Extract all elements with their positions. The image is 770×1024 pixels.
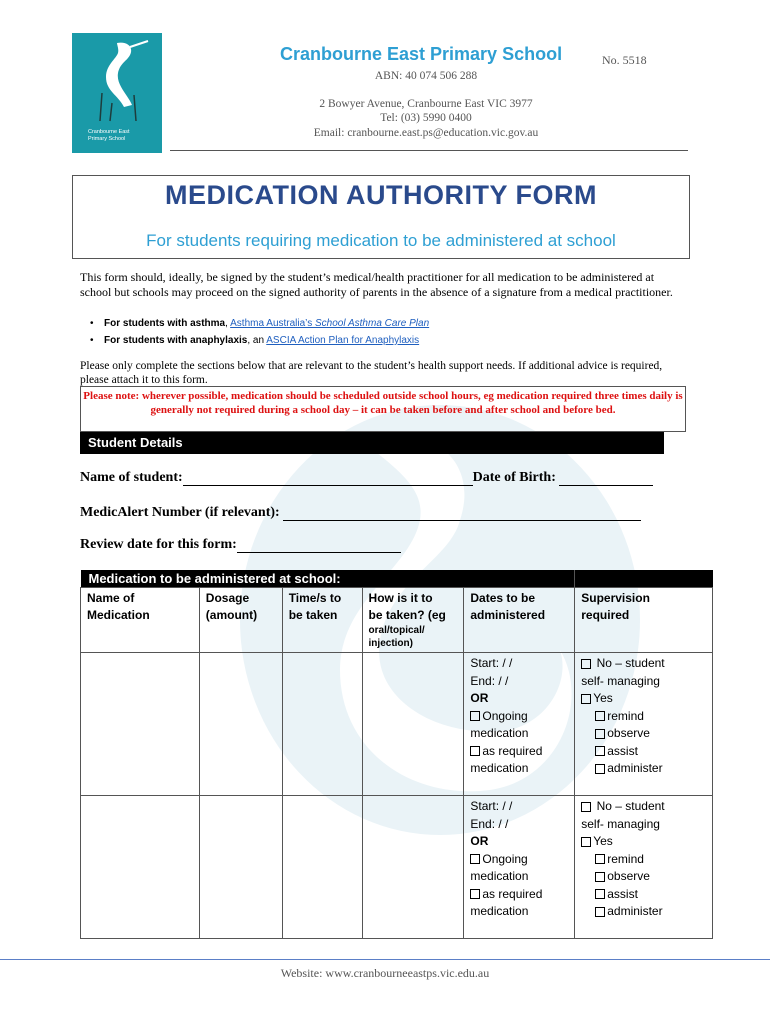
note-box: Please note: wherever possible, medication should be scheduled outside school hours, eg medication required three times daily is generally not required during a school day – it can be taken before and after school and before bed. bbox=[80, 386, 686, 432]
medication-name-cell[interactable] bbox=[81, 653, 200, 796]
dosage-cell[interactable] bbox=[199, 653, 282, 796]
logo-text-line1: Cranbourne East bbox=[88, 129, 130, 135]
observe-checkbox[interactable]: observe bbox=[581, 725, 706, 743]
ongoing-checkbox[interactable]: Ongoing bbox=[470, 708, 568, 726]
intro-paragraph: This form should, ideally, be signed by the student’s medical/health practitioner for all medication to be administered at school but schools may proceed on the signed authority of parents in the absence of a signature from a medical practitioner. bbox=[80, 270, 673, 299]
as-required-checkbox[interactable]: as required bbox=[470, 886, 568, 904]
medicalert-row bbox=[80, 505, 641, 521]
dob-field[interactable] bbox=[559, 471, 653, 486]
col-dates: Dates to be administered bbox=[464, 588, 575, 653]
no-self-managing-checkbox[interactable]: No – student bbox=[581, 655, 706, 673]
website-footer[interactable]: Website: www.cranbourneeastps.vic.edu.au bbox=[280, 966, 490, 980]
as-required-checkbox[interactable]: as required bbox=[470, 743, 568, 761]
no-self-managing-checkbox[interactable]: No – student bbox=[581, 798, 706, 816]
as-required-label: medication bbox=[470, 904, 529, 918]
col-name-of-medication: Name of Medication bbox=[81, 588, 200, 653]
review-date-field[interactable] bbox=[237, 538, 401, 553]
address: 2 Bowyer Avenue, Cranbourne East VIC 3977 bbox=[319, 98, 533, 110]
medicalert-field[interactable] bbox=[283, 506, 641, 521]
observe-checkbox[interactable]: observe bbox=[581, 868, 706, 886]
assist-checkbox[interactable]: assist bbox=[581, 886, 706, 904]
remind-checkbox[interactable]: remind bbox=[581, 851, 706, 869]
asthma-plan-link[interactable] bbox=[230, 318, 429, 329]
medicalert-label: MedicAlert Number (if relevant): bbox=[80, 505, 284, 520]
school-logo bbox=[72, 33, 162, 153]
or-label: OR bbox=[470, 834, 489, 848]
advice-paragraph: Please only complete the sections below that are relevant to the student’s health support needs. If additional advice is required, please attach it to this form. bbox=[80, 360, 663, 386]
end-date-field[interactable]: End: / / bbox=[470, 673, 509, 688]
remind-checkbox[interactable]: remind bbox=[581, 708, 706, 726]
self-managing-label: self- managing bbox=[581, 816, 660, 831]
dob-label: Date of Birth: bbox=[472, 470, 560, 485]
footer-divider bbox=[0, 959, 770, 960]
school-number: No. 5518 bbox=[602, 53, 647, 67]
form-subtitle: For students requiring medication to be administered at school bbox=[146, 231, 616, 250]
asthma-link-text: Asthma Australia’s bbox=[230, 318, 315, 329]
table-row bbox=[81, 796, 713, 939]
bullet-asthma-sep: , bbox=[225, 318, 231, 329]
title-box bbox=[72, 175, 690, 259]
start-date-field[interactable]: Start: / / bbox=[470, 656, 513, 670]
how-taken-cell[interactable] bbox=[362, 796, 464, 939]
assist-checkbox[interactable]: assist bbox=[581, 743, 706, 761]
school-name: Cranbourne East Primary School bbox=[280, 44, 563, 64]
self-managing-label: self- managing bbox=[581, 673, 660, 688]
asthma-link-italic: School Asthma Care Plan bbox=[315, 318, 430, 329]
medication-name-cell[interactable] bbox=[81, 796, 200, 939]
dosage-cell[interactable] bbox=[199, 796, 282, 939]
bullet-asthma-bold: For students with asthma bbox=[104, 318, 226, 329]
logo-text-line2: Primary School bbox=[88, 136, 126, 142]
review-date-label: Review date for this form: bbox=[80, 537, 237, 552]
yes-checkbox[interactable]: Yes bbox=[581, 690, 706, 708]
times-cell[interactable] bbox=[282, 796, 362, 939]
how-taken-cell[interactable] bbox=[362, 653, 464, 796]
form-title: MEDICATION AUTHORITY FORM bbox=[165, 180, 597, 210]
bullet-asthma: • For students with asthma, Asthma Australia’s School Asthma Care Plan bbox=[90, 318, 430, 329]
ongoing-label: medication bbox=[470, 869, 529, 883]
ascia-plan-link[interactable]: ASCIA Action Plan for Anaphylaxis bbox=[266, 335, 420, 346]
col-supervision: Supervision required bbox=[575, 588, 713, 653]
bullet-anaphylaxis: • For students with anaphylaxis, an ASCIA Action Plan for Anaphylaxis bbox=[90, 335, 420, 346]
medication-table-heading: Medication to be administered at school: bbox=[81, 570, 575, 588]
abn: ABN: 40 074 506 288 bbox=[374, 70, 478, 82]
egret-icon bbox=[72, 33, 162, 123]
student-name-field[interactable] bbox=[183, 471, 473, 486]
student-name-label: Name of student: bbox=[80, 470, 183, 485]
col-how-taken: How is it to be taken? (eg oral/topical/ injection) bbox=[362, 588, 464, 653]
yes-checkbox[interactable]: Yes bbox=[581, 833, 706, 851]
bullet-anaphylaxis-bold: For students with anaphylaxis bbox=[104, 335, 248, 346]
end-date-field[interactable]: End: / / bbox=[470, 816, 509, 831]
times-cell[interactable] bbox=[282, 653, 362, 796]
review-date-row bbox=[80, 537, 401, 553]
header-divider bbox=[170, 150, 688, 151]
ongoing-label: medication bbox=[470, 726, 529, 740]
table-row bbox=[81, 653, 713, 796]
student-name-row bbox=[80, 470, 653, 486]
student-details-heading-text: Student Details bbox=[88, 435, 183, 450]
telephone: Tel: (03) 5990 0400 bbox=[380, 112, 472, 124]
medication-header-row bbox=[81, 588, 713, 653]
supervision-cell bbox=[575, 653, 713, 796]
or-label: OR bbox=[470, 691, 489, 705]
col-times: Time/s to be taken bbox=[282, 588, 362, 653]
as-required-label: medication bbox=[470, 761, 529, 775]
student-details-heading bbox=[80, 432, 664, 454]
medication-table bbox=[80, 570, 713, 939]
ongoing-checkbox[interactable]: Ongoing bbox=[470, 851, 568, 869]
administer-checkbox[interactable]: administer bbox=[581, 903, 706, 921]
col-dosage: Dosage (amount) bbox=[199, 588, 282, 653]
supervision-cell bbox=[575, 796, 713, 939]
start-date-field[interactable]: Start: / / bbox=[470, 799, 513, 813]
email: Email: cranbourne.east.ps@education.vic.gov.au bbox=[313, 127, 539, 139]
bullet-anaphylaxis-sep: , an bbox=[247, 335, 267, 346]
administer-checkbox[interactable]: administer bbox=[581, 760, 706, 778]
dates-cell bbox=[464, 653, 575, 796]
dates-cell bbox=[464, 796, 575, 939]
